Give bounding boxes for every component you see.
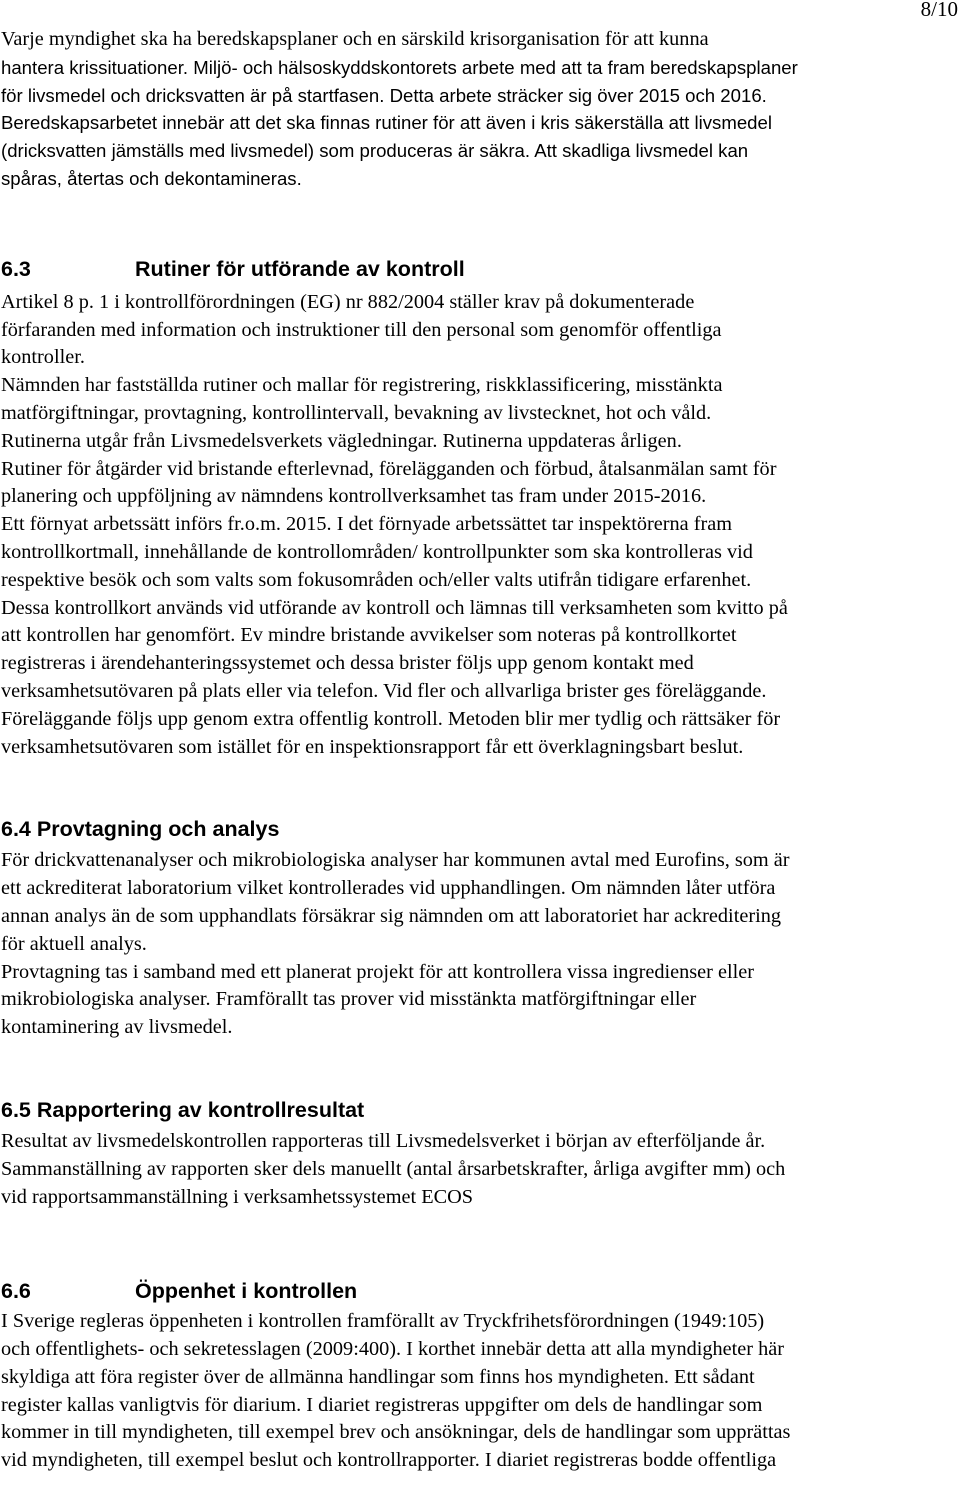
text-line: planering och uppföljning av nämndens kontrollverksamhet tas fram under 2015-2016. bbox=[1, 485, 707, 508]
text-line: för livsmedel och dricksvatten är på startfasen. Detta arbete sträcker sig över 2015 och 2016. bbox=[1, 84, 767, 106]
text-line: Rutinerna utgår från Livsmedelsverkets vägledningar. Rutinerna uppdateras årligen. bbox=[1, 429, 682, 452]
section-heading bbox=[1, 815, 956, 843]
text-line: Ett förnyat arbetssätt införs fr.o.m. 2015. I det förnyade arbetssättet tar inspektörerna fram bbox=[1, 513, 733, 536]
text-line: För drickvattenanalyser och mikrobiologiska analyser har kommunen avtal med Eurofins, som är bbox=[1, 849, 790, 872]
section-title: Rutiner för utförande av kontroll bbox=[135, 256, 465, 281]
text-line: annan analys än de som upphandlats försäkrar sig nämnden om att laboratoriet har ackreditering bbox=[1, 904, 781, 927]
section-6-6 bbox=[1, 1277, 956, 1475]
text-line: kommer in till myndigheten, till exempel brev och ansökningar, dels de handlingar som upprättas bbox=[1, 1421, 791, 1444]
section-title: Öppenhet i kontrollen bbox=[135, 1279, 358, 1304]
text-line: Artikel 8 p. 1 i kontrollförordningen (EG) nr 882/2004 ställer krav på dokumenterade bbox=[1, 290, 695, 313]
text-line: skyldiga att föra register över de allmänna handlingar som finns hos myndigheten. Ett sådant bbox=[1, 1365, 755, 1388]
text-line: kontaminering av livsmedel. bbox=[1, 1016, 233, 1039]
text-line: register kallas vanligtvis för diarium. I diariet registreras uppgifter om dels de handlingar som bbox=[1, 1393, 763, 1416]
section-number: 6.5 bbox=[1, 1097, 31, 1122]
text-line: att kontrollen har genomfört. Ev mindre bristande avvikelser som noteras på kontrollkortet bbox=[1, 624, 737, 647]
section-6-3 bbox=[1, 255, 956, 762]
section-number: 6.6 bbox=[1, 1279, 31, 1304]
section-title: Rapportering av kontrollresultat bbox=[36, 1097, 365, 1122]
text-line: spåras, återtas och dekontamineras. bbox=[1, 167, 302, 189]
text-line: verksamhetsutövaren som istället för en inspektionsrapport får ett överklagningsbart beslut. bbox=[1, 735, 744, 758]
section-number: 6.3 bbox=[1, 256, 31, 281]
section-heading bbox=[1, 255, 956, 283]
section-heading bbox=[1, 1096, 956, 1124]
section-heading bbox=[1, 1277, 956, 1305]
text-line: Föreläggande följs upp genom extra offentlig kontroll. Metoden blir mer tydlig och rättsäker för bbox=[1, 707, 781, 730]
text-line: för aktuell analys. bbox=[1, 932, 147, 955]
section-title: Provtagning och analys bbox=[36, 817, 280, 842]
text-line: Resultat av livsmedelskontrollen rapporteras till Livsmedelsverket i början av efterföljande år. bbox=[1, 1129, 766, 1152]
text-line: Rutiner för åtgärder vid bristande efterlevnad, förelägganden och förbud, åtalsanmälan samt för bbox=[1, 457, 777, 480]
text-line: och offentlighets- och sekretesslagen (2009:400). I korthet innebär detta att alla myndigheter här bbox=[1, 1338, 785, 1361]
text-line: kontrollkortmall, innehållande de kontrollområden/ kontrollpunkter som ska kontrolleras vid bbox=[1, 540, 753, 563]
section-6-4 bbox=[1, 815, 956, 1042]
text-line: vid rapportsammanställning i verksamhetssystemet ECOS bbox=[1, 1185, 474, 1208]
section-6-5 bbox=[1, 1096, 956, 1211]
text-line: Beredskapsarbetet innebär att det ska finnas rutiner för att även i kris säkerställa att livsmedel bbox=[1, 112, 772, 134]
text-line: respektive besök och som valts som fokusområden och/eller valts utifrån tidigare erfarenhet. bbox=[1, 568, 752, 591]
text-line: hantera krissituationer. Miljö- och hälsoskyddskontorets arbete med att ta fram beredskapsplaner bbox=[1, 56, 798, 78]
document-body bbox=[1, 26, 956, 1475]
text-line: matförgiftningar, provtagning, kontrollintervall, bevakning av livstecknet, hot och våld. bbox=[1, 401, 712, 424]
text-line: verksamhetsutövaren på plats eller via telefon. Vid fler och allvarliga brister ges föreläggande. bbox=[1, 679, 767, 702]
text-line: Sammanställning av rapporten sker dels manuellt (antal årsarbetskrafter, årliga avgifter mm) och bbox=[1, 1157, 786, 1180]
intro-paragraph bbox=[1, 26, 956, 193]
text-line: mikrobiologiska analyser. Framförallt tas prover vid misstänkta matförgiftningar eller bbox=[1, 988, 697, 1011]
text-line: vid myndigheten, till exempel beslut och kontrollrapporter. I diariet registreras bodde offentliga bbox=[1, 1449, 777, 1472]
text-line: (dricksvatten jämställs med livsmedel) som produceras är säkra. Att skadliga livsmedel kan bbox=[1, 140, 749, 162]
text-line: registreras i ärendehanteringssystemet och dessa brister följs upp genom kontakt med bbox=[1, 652, 694, 675]
text-line: Nämnden har fastställda rutiner och mallar för registrering, riskklassificering, misstänkta bbox=[1, 374, 723, 397]
text-line: Varje myndighet ska ha beredskapsplaner och en särskild krisorganisation för att kunna bbox=[1, 28, 709, 50]
section-number: 6.4 bbox=[1, 817, 31, 842]
text-line: I Sverige regleras öppenheten i kontrollen framförallt av Tryckfrihetsförordningen (1949:105) bbox=[1, 1310, 765, 1333]
text-line: förfaranden med information och instruktioner till den personal som genomför offentliga bbox=[1, 318, 722, 341]
text-line: ett ackrediterat laboratorium vilket kontrollerades vid upphandlingen. Om nämnden låter utföra bbox=[1, 877, 776, 900]
page-number: 8/10 bbox=[920, 0, 958, 21]
text-line: Provtagning tas i samband med ett planerat projekt för att kontrollera vissa ingredienser eller bbox=[1, 960, 754, 983]
text-line: kontroller. bbox=[1, 346, 85, 369]
text-line: Dessa kontrollkort används vid utförande av kontroll och lämnas till verksamheten som kvitto på bbox=[1, 596, 788, 619]
